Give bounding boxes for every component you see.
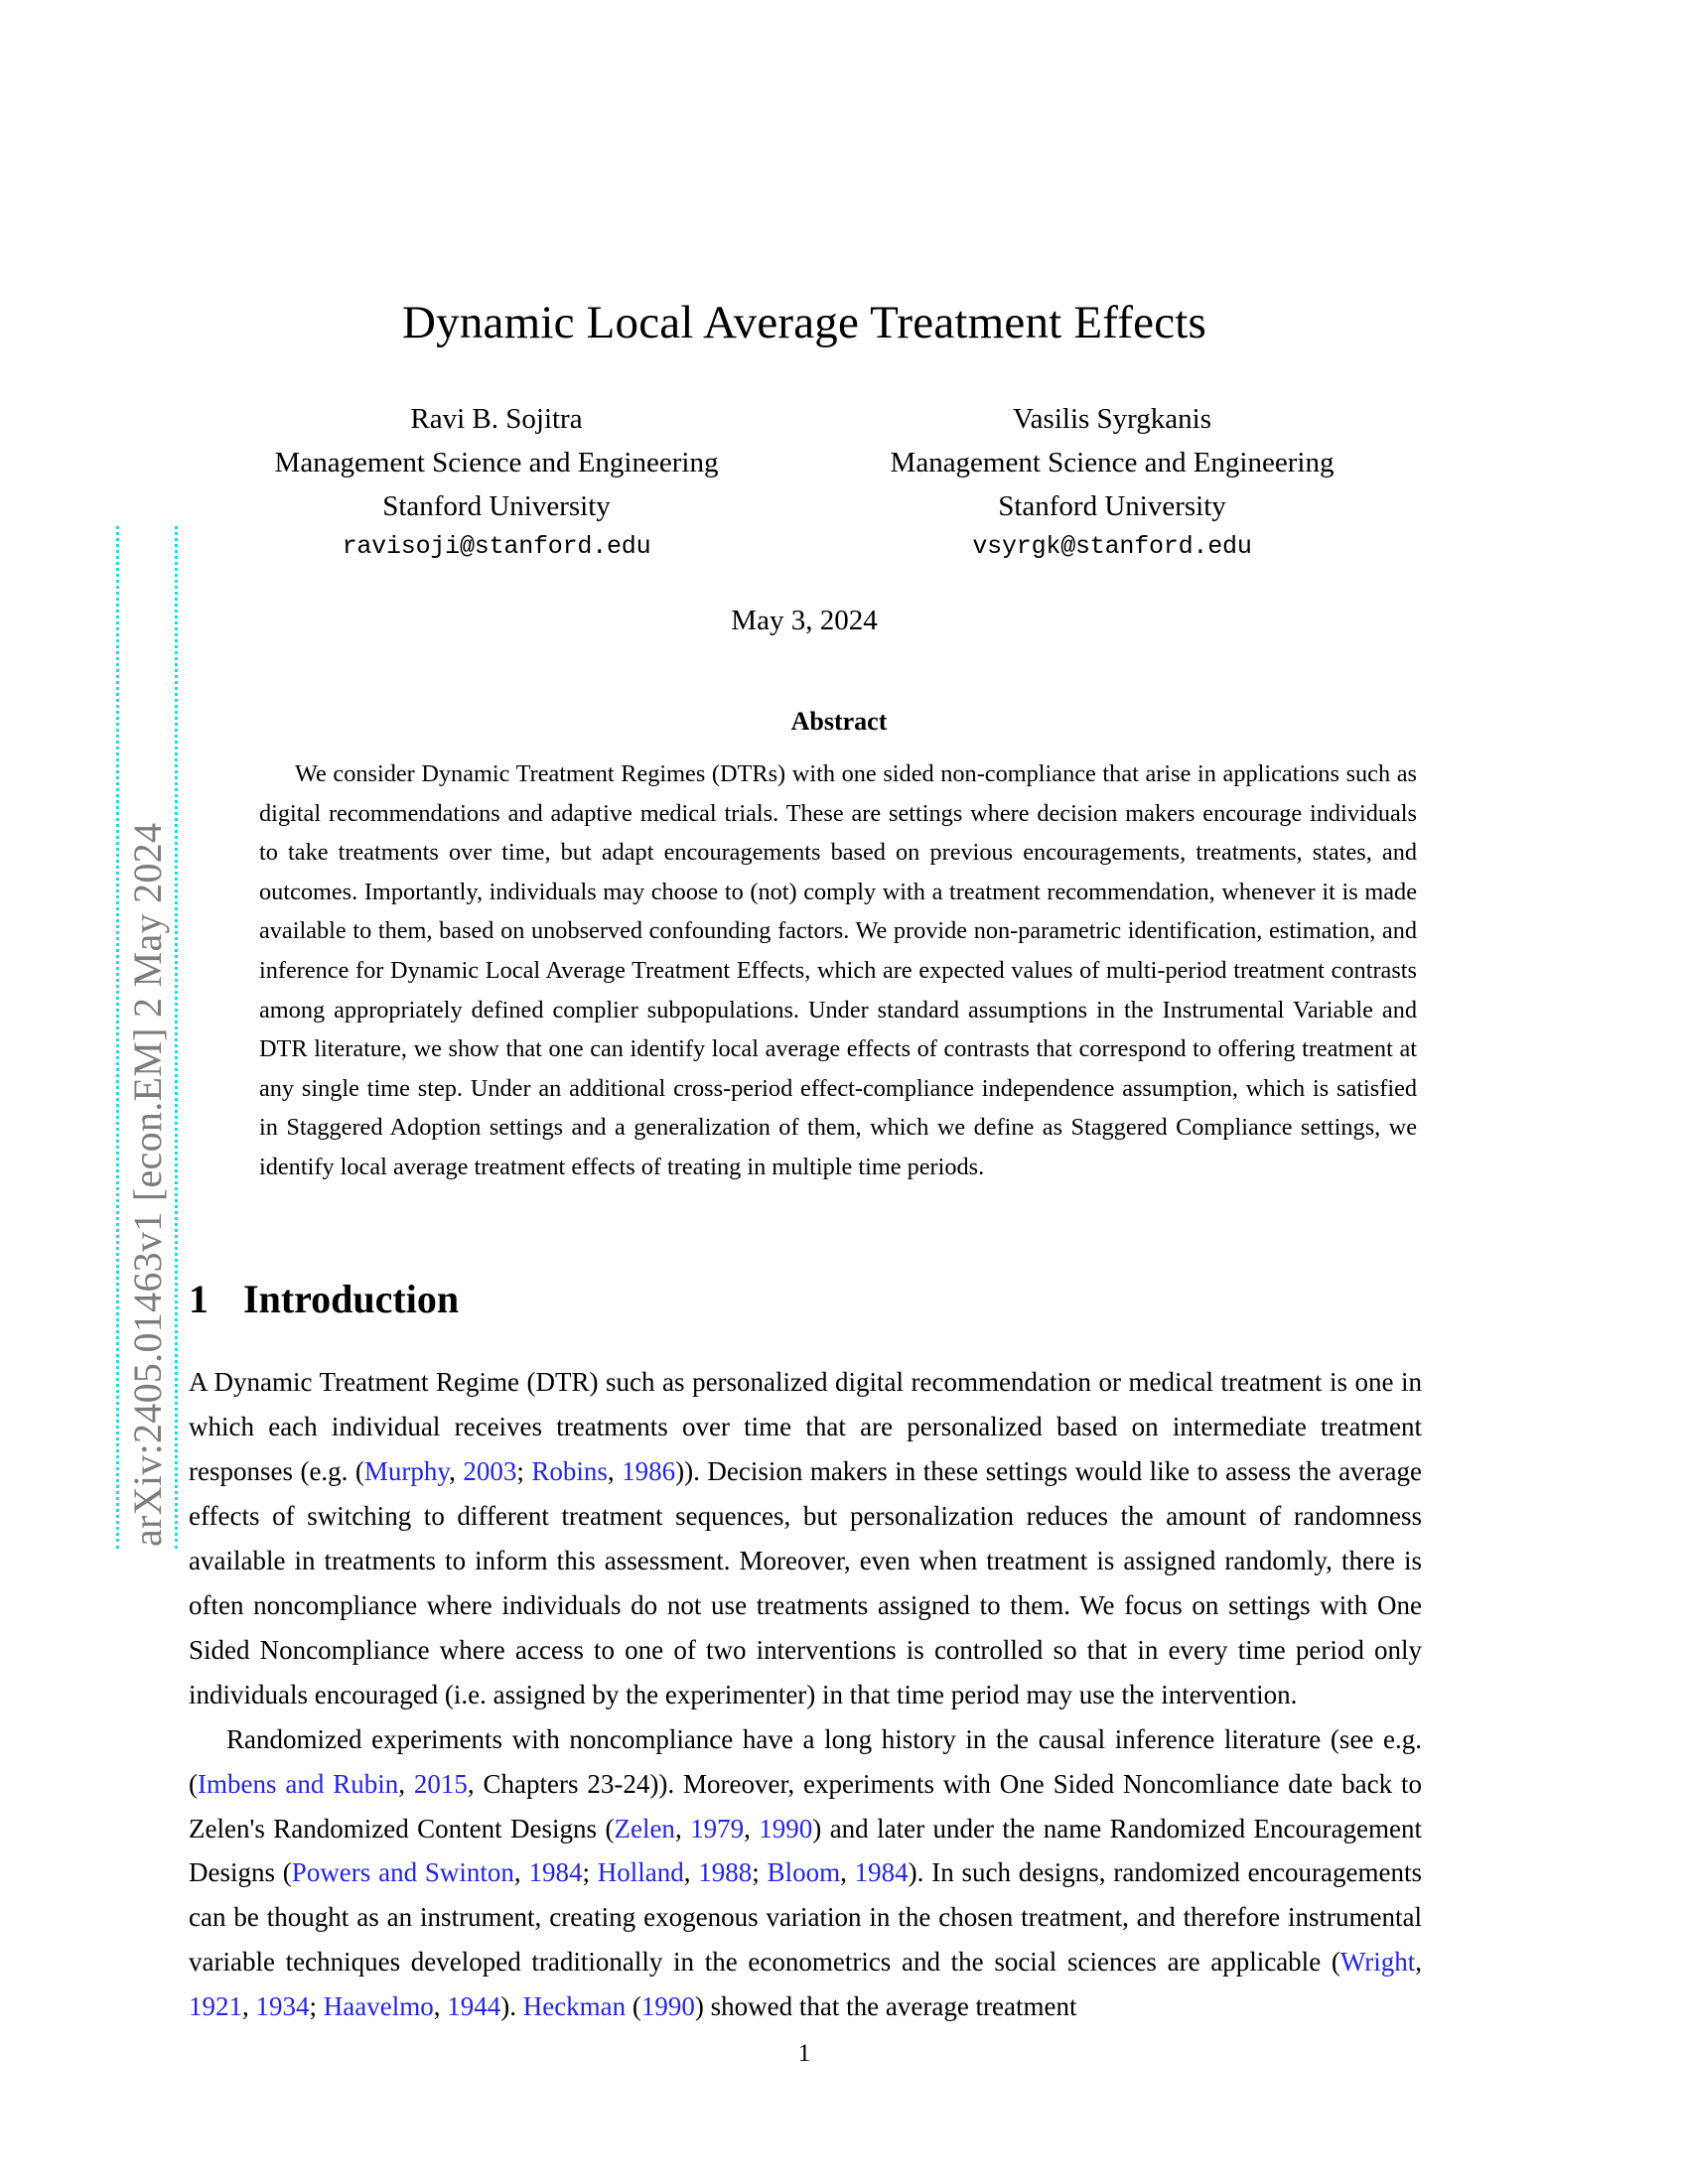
- citation-zelen-year-1990[interactable]: 1990: [759, 1813, 813, 1843]
- author-entry-1: [189, 397, 804, 566]
- text-separator: ,: [683, 1857, 699, 1888]
- text-segment: A Dynamic Treatment Regime (DTR) such as personalized digital recommendation or medical treatment is one in which each individual receives treatments over time that are personalized based on intermediate treatment responses (e.g. (: [189, 1367, 1422, 1486]
- citation-zelen-year-1979[interactable]: 1979: [690, 1813, 745, 1843]
- abstract-body: We consider Dynamic Treatment Regimes (DTRs) with one sided non-compliance that arise in applications such as digital recommendations and adaptive medical trials. These are settings where decision makers encourage individuals to take treatments over time, but adapt encouragements based on previous encouragements, treatments, states, and outcomes. Importantly, individuals may choose to (not) comply with a treatment recommendation, whenever it is made available to them, based on unobserved confounding factors. We provide non-parametric identification, estimation, and inference for Dynamic Local Average Treatment Effects, which are expected values of multi-period treatment contrasts among appropriately defined complier subpopulations. Under standard assumptions in the Instrumental Variable and DTR literature, we show that one can identify local average effects of contrasts that correspond to offering treatment at any single time step. Under an additional cross-period effect-compliance independence assumption, which is satisfied in Staggered Adoption settings and a generalization of them, which we define as Staggered Compliance settings, we identify local average treatment effects of treating in multiple time periods.: [259, 760, 1417, 1180]
- citation-heckman[interactable]: Heckman: [522, 1991, 627, 2022]
- text-segment: (: [626, 1991, 641, 2022]
- text-segment: ) showed that the average treatment: [694, 1991, 1077, 2022]
- page-number: 1: [797, 2040, 811, 2067]
- text-separator: ;: [582, 1857, 598, 1888]
- publication-date: May 3, 2024: [731, 605, 878, 636]
- citation-holland-year[interactable]: 1988: [698, 1857, 753, 1888]
- author-institution: Stanford University: [998, 490, 1226, 523]
- citation-murphy-year[interactable]: 2003: [463, 1455, 517, 1486]
- citation-imbens-rubin[interactable]: Imbens and Rubin: [198, 1768, 399, 1799]
- text-separator: ;: [516, 1455, 532, 1486]
- text-separator: ,: [607, 1455, 623, 1486]
- citation-robins[interactable]: Robins: [531, 1455, 608, 1486]
- text-separator: ,: [513, 1857, 529, 1888]
- citation-wright-year-1921[interactable]: 1921: [189, 1991, 242, 2022]
- citation-zelen[interactable]: Zelen: [614, 1813, 675, 1843]
- author-name: Ravi B. Sojitra: [410, 403, 583, 435]
- introduction-body: [189, 1360, 1422, 2029]
- text-segment: ) and later under the name Randomized Encouragement Designs (: [189, 1813, 1422, 1888]
- text-separator: ,: [398, 1768, 414, 1799]
- arxiv-stamp-text: arXiv:2405.01463v1 [econ.EM] 2 May 2024: [124, 822, 170, 1547]
- text-separator: ,: [433, 1991, 448, 2022]
- text-separator: ,: [1415, 1947, 1422, 1978]
- citation-robins-year[interactable]: 1986: [622, 1455, 676, 1486]
- text-separator: ;: [752, 1857, 768, 1888]
- text-segment: ). In such designs, randomized encouragements can be thought as an instrument, creating exogenous variation in the chosen treatment, and therefore instrumental variable techniques developed traditionally in the econometrics and the social sciences are applicable (: [189, 1857, 1422, 1978]
- author-block: [189, 397, 1420, 566]
- abstract-heading: Abstract: [790, 707, 888, 736]
- text-separator: ,: [744, 1813, 760, 1843]
- section-title: Introduction: [243, 1277, 460, 1321]
- citation-holland[interactable]: Holland: [597, 1857, 684, 1888]
- citation-wright-year-1934[interactable]: 1934: [255, 1991, 310, 2022]
- citation-imbens-rubin-year[interactable]: 2015: [413, 1768, 468, 1799]
- text-separator: ,: [840, 1857, 855, 1888]
- text-separator: ,: [674, 1813, 691, 1843]
- author-institution: Stanford University: [382, 490, 611, 523]
- text-segment: ).: [500, 1991, 523, 2022]
- paragraph-1: [189, 1360, 1422, 1717]
- author-name: Vasilis Syrgkanis: [1012, 403, 1212, 435]
- author-entry-2: [804, 397, 1420, 566]
- section-heading-introduction: [189, 1276, 459, 1322]
- author-email[interactable]: vsyrgk@stanford.edu: [972, 532, 1252, 562]
- author-department: Management Science and Engineering: [890, 447, 1335, 479]
- citation-murphy[interactable]: Murphy: [363, 1455, 450, 1486]
- text-segment: )). Decision makers in these settings would like to assess the average effects of switching to different treatment sequences, but personalization reduces the amount of randomness available in treatments to inform this assessment. Moreover, even when treatment is assigned randomly, there is often noncompliance where individuals do not use treatments assigned to them. We focus on settings with One Sided Noncompliance where access to one of two interventions is controlled so that in every time period only individuals encouraged (i.e. assigned by the experimenter) in that time period may use the intervention.: [189, 1455, 1422, 1709]
- text-segment: Randomized experiments with noncompliance have a long history in the causal inference literature (see e.g. (: [189, 1723, 1422, 1799]
- page-title: Dynamic Local Average Treatment Effects: [401, 297, 1206, 348]
- author-email[interactable]: ravisoji@stanford.edu: [342, 532, 651, 562]
- text-separator: ,: [449, 1455, 464, 1486]
- citation-wright[interactable]: Wright: [1339, 1947, 1416, 1978]
- text-separator: ,: [242, 1991, 256, 2022]
- citation-haavelmo[interactable]: Haavelmo: [323, 1991, 434, 2022]
- citation-bloom-year[interactable]: 1984: [854, 1857, 909, 1888]
- citation-powers-swinton-year[interactable]: 1984: [528, 1857, 583, 1888]
- text-separator: ;: [309, 1991, 324, 2022]
- citation-haavelmo-year[interactable]: 1944: [447, 1991, 501, 2022]
- section-number: 1: [189, 1277, 209, 1321]
- citation-powers-swinton[interactable]: Powers and Swinton: [291, 1857, 514, 1888]
- citation-bloom[interactable]: Bloom: [767, 1857, 841, 1888]
- paragraph-2: [189, 1717, 1422, 2030]
- text-segment: , Chapters 23-24)). Moreover, experiments with One Sided Noncomliance date back to Zelen's Randomized Content Designs (: [189, 1768, 1422, 1843]
- author-department: Management Science and Engineering: [274, 447, 719, 479]
- citation-heckman-year[interactable]: 1990: [640, 1991, 695, 2022]
